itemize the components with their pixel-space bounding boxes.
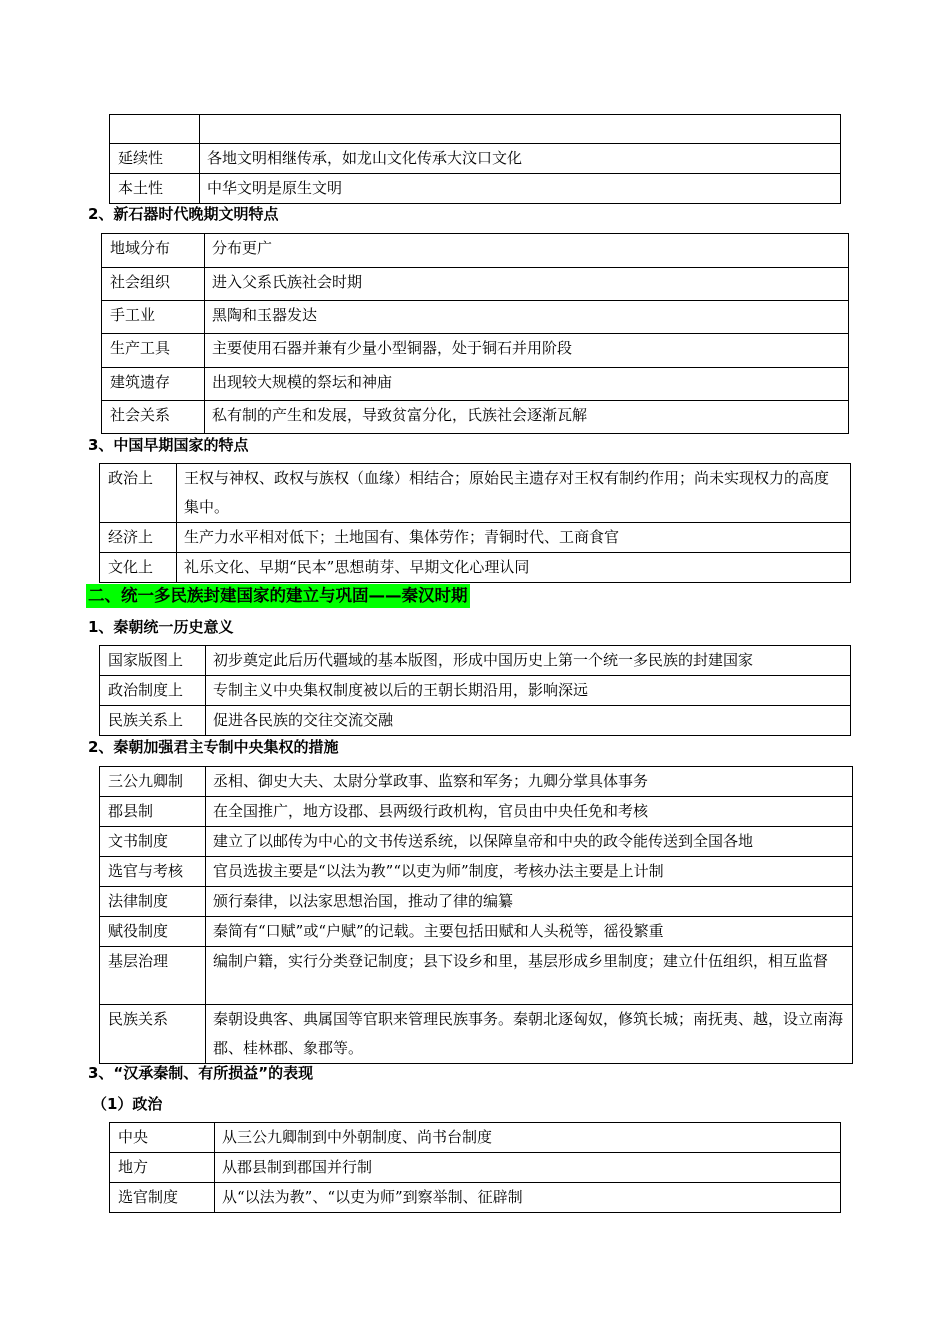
row-key: 社会关系	[102, 401, 205, 434]
section-heading-qin-measures: 2、秦朝加强君主专制中央集权的措施	[88, 738, 339, 756]
row-key: 政治制度上	[100, 676, 206, 706]
table-row	[110, 1183, 841, 1213]
row-value: 主要使用石器并兼有少量小型铜器，处于铜石并用阶段	[205, 334, 849, 368]
row-key: 基层治理	[100, 947, 206, 1005]
qin-measures-table	[99, 766, 853, 1064]
table-row	[102, 234, 849, 268]
row-key: 赋役制度	[100, 917, 206, 947]
section-heading-han-inherits-qin: 3、“汉承秦制、有所损益”的表现	[88, 1064, 314, 1082]
table-row	[100, 947, 853, 1005]
table-row	[100, 553, 851, 583]
row-value: 专制主义中央集权制度被以后的王朝长期沿用，影响深远	[206, 676, 851, 706]
row-key: 本土性	[110, 174, 200, 204]
row-value: 官员选拔主要是“以法为教”“以吏为师”制度，考核办法主要是上计制	[206, 857, 853, 887]
table-row	[102, 368, 849, 401]
table-row	[102, 334, 849, 368]
row-value: 从三公九卿制到中外朝制度、尚书台制度	[215, 1123, 841, 1153]
row-key: 文化上	[100, 553, 177, 583]
row-value: 王权与神权、政权与族权（血缘）相结合；原始民主遗存对王权有制约作用；尚未实现权力的高度集中。	[177, 464, 851, 523]
row-key: 政治上	[100, 464, 177, 523]
row-key: 郡县制	[100, 797, 206, 827]
row-key: 地方	[110, 1153, 215, 1183]
table-row	[110, 144, 841, 174]
table-row	[100, 1005, 853, 1064]
row-value	[200, 115, 841, 144]
table-row	[102, 268, 849, 301]
table-row	[100, 857, 853, 887]
row-key: 生产工具	[102, 334, 205, 368]
row-value: 进入父系氏族社会时期	[205, 268, 849, 301]
row-value: 从郡县制到郡国并行制	[215, 1153, 841, 1183]
row-value: 初步奠定此后历代疆域的基本版图，形成中国历史上第一个统一多民族的封建国家	[206, 646, 851, 676]
row-key: 选官制度	[110, 1183, 215, 1213]
neolithic-table	[101, 233, 849, 434]
table-row	[110, 174, 841, 204]
table-row	[100, 523, 851, 553]
qin-unification-table	[99, 645, 851, 736]
table-row	[100, 646, 851, 676]
row-key: 法律制度	[100, 887, 206, 917]
table-row	[100, 887, 853, 917]
row-value: 丞相、御史大夫、太尉分掌政事、监察和军务；九卿分掌具体事务	[206, 767, 853, 797]
row-value: 促进各民族的交往交流交融	[206, 706, 851, 736]
row-value: 各地文明相继传承，如龙山文化传承大汶口文化	[200, 144, 841, 174]
row-key: 建筑遗存	[102, 368, 205, 401]
row-key: 中央	[110, 1123, 215, 1153]
row-key: 延续性	[110, 144, 200, 174]
row-key: 文书制度	[100, 827, 206, 857]
table-row	[100, 706, 851, 736]
table-row	[110, 115, 841, 144]
early-state-table	[99, 463, 851, 583]
row-value: 生产力水平相对低下；土地国有、集体劳作；青铜时代、工商食官	[177, 523, 851, 553]
table-row	[100, 676, 851, 706]
row-key: 三公九卿制	[100, 767, 206, 797]
table-row	[100, 464, 851, 523]
row-value: 出现较大规模的祭坛和神庙	[205, 368, 849, 401]
table-row	[110, 1123, 841, 1153]
row-value: 黑陶和玉器发达	[205, 301, 849, 334]
section-heading-qin-unification: 1、秦朝统一历史意义	[88, 618, 234, 636]
row-value: 编制户籍，实行分类登记制度；县下设乡和里，基层形成乡里制度；建立什伍组织，相互监督	[206, 947, 853, 1005]
table-row	[102, 301, 849, 334]
row-key: 民族关系上	[100, 706, 206, 736]
row-value: 颁行秦律，以法家思想治国，推动了律的编纂	[206, 887, 853, 917]
section-heading-early-state: 3、中国早期国家的特点	[88, 436, 249, 454]
row-value: 从“以法为教”、“以吏为师”到察举制、征辟制	[215, 1183, 841, 1213]
row-key: 社会组织	[102, 268, 205, 301]
row-key: 国家版图上	[100, 646, 206, 676]
row-key: 手工业	[102, 301, 205, 334]
table-row	[100, 827, 853, 857]
row-key: 地域分布	[102, 234, 205, 268]
row-value: 秦朝设典客、典属国等官职来管理民族事务。秦朝北逐匈奴，修筑长城；南抚夷、越，设立南海郡、桂林郡、象郡等。	[206, 1005, 853, 1064]
row-value: 建立了以邮传为中心的文书传送系统，以保障皇帝和中央的政令能传送到全国各地	[206, 827, 853, 857]
row-key	[110, 115, 200, 144]
table-row	[100, 797, 853, 827]
continuity-table	[109, 114, 841, 204]
table-row	[100, 917, 853, 947]
section-heading-neolithic: 2、新石器时代晚期文明特点	[88, 205, 279, 223]
han-politics-table	[109, 1122, 841, 1213]
row-value: 分布更广	[205, 234, 849, 268]
subheading-politics: （1）政治	[92, 1095, 163, 1113]
table-row	[110, 1153, 841, 1183]
table-row	[100, 767, 853, 797]
part-title-qin-han: 二、统一多民族封建国家的建立与巩固——秦汉时期	[86, 584, 470, 608]
row-value: 私有制的产生和发展，导致贫富分化，氏族社会逐渐瓦解	[205, 401, 849, 434]
row-value: 礼乐文化、早期“民本”思想萌芽、早期文化心理认同	[177, 553, 851, 583]
row-value: 秦简有“口赋”或“户赋”的记载。主要包括田赋和人头税等，徭役繁重	[206, 917, 853, 947]
row-value: 在全国推广，地方设郡、县两级行政机构，官员由中央任免和考核	[206, 797, 853, 827]
row-key: 民族关系	[100, 1005, 206, 1064]
row-key: 经济上	[100, 523, 177, 553]
table-row	[102, 401, 849, 434]
row-value: 中华文明是原生文明	[200, 174, 841, 204]
row-key: 选官与考核	[100, 857, 206, 887]
